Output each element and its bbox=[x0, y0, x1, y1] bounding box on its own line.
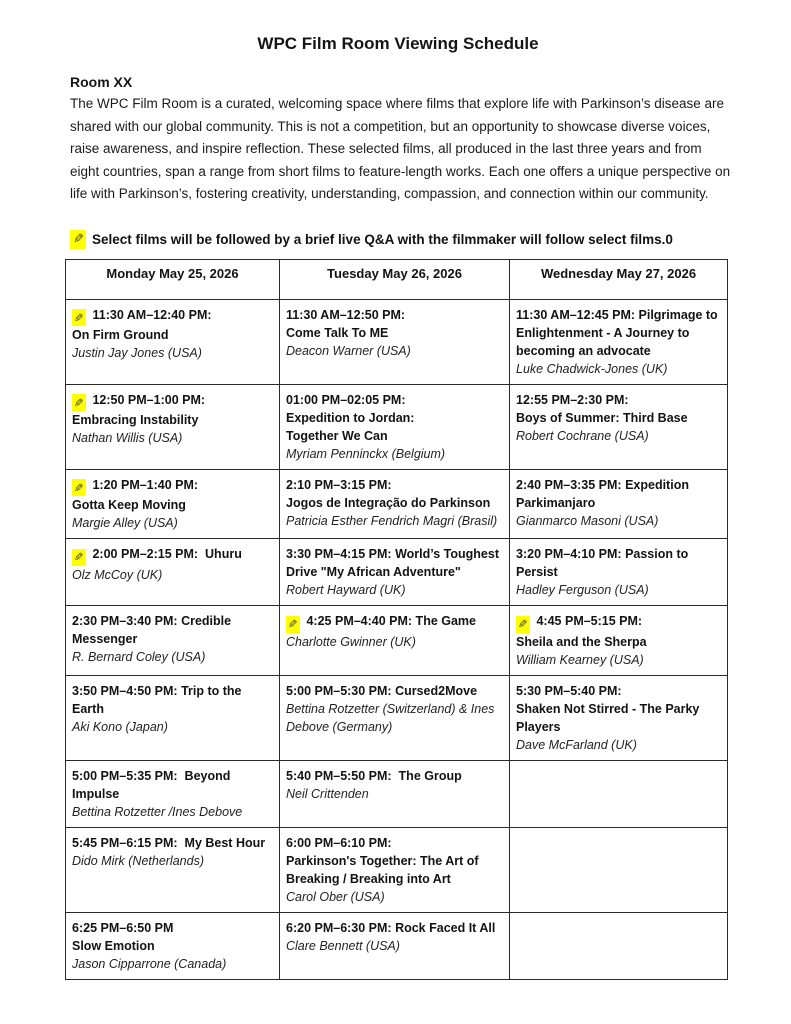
schedule-row bbox=[66, 675, 728, 760]
film-time-title: 12:55 PM–2:30 PM: bbox=[516, 392, 629, 407]
film-time-title: 6:00 PM–6:10 PM: bbox=[286, 835, 392, 850]
highlighter-pencil-icon bbox=[70, 230, 86, 249]
film-time-title: Jogos de Integração do Parkinson bbox=[286, 495, 491, 510]
filmmaker-name: Dido Mirk (Netherlands) bbox=[72, 853, 204, 868]
film-time-title: 3:20 PM–4:10 PM: Passion to Persist bbox=[516, 547, 692, 579]
film-time-title: 2:30 PM–3:40 PM: Credible bbox=[72, 614, 232, 628]
filmmaker-name: Charlotte Gwinner (UK) bbox=[286, 634, 416, 649]
schedule-cell bbox=[510, 539, 728, 606]
film-time-title: Slow Emotion bbox=[72, 938, 155, 953]
film-time-title: ✎ 4:25 PM–4:40 PM: The Game bbox=[286, 612, 503, 633]
film-time-title: 6:25 PM–6:50 PM bbox=[72, 920, 174, 935]
film-time-title: 01:00 PM–02:05 PM: bbox=[286, 392, 406, 407]
film-time-title: Together We Can bbox=[286, 428, 388, 443]
filmmaker-name: Dave McFarland (UK) bbox=[516, 737, 637, 752]
film-time-title: Boys of Summer: Third Base bbox=[516, 410, 688, 425]
filmmaker-name: Jason Cipparrone (Canada) bbox=[72, 956, 227, 971]
schedule-cell bbox=[510, 675, 728, 760]
schedule-cell bbox=[66, 606, 280, 676]
pencil-glyph: ✎ bbox=[288, 617, 298, 631]
pencil-glyph: ✎ bbox=[72, 231, 84, 247]
day-column-header: Wednesday May 27, 2026 bbox=[510, 259, 728, 299]
film-time-title: 3:50 PM–4:50 PM: Trip to the Earth bbox=[72, 683, 245, 716]
film-time-title: Expedition to Jordan: bbox=[286, 410, 415, 425]
filmmaker-name: Debove (Germany) bbox=[286, 719, 393, 734]
schedule-cell bbox=[280, 912, 510, 979]
pencil-glyph: ✎ bbox=[74, 310, 84, 325]
schedule-cell bbox=[66, 384, 280, 469]
film-time-title: Parkinson's Together: The Art of bbox=[286, 853, 479, 868]
film-time-title: 11:30 AM–12:45 PM: Pilgrimage to bbox=[516, 307, 718, 322]
schedule-row bbox=[66, 299, 728, 384]
day-column-header: Tuesday May 26, 2026 bbox=[280, 259, 510, 299]
pencil-glyph: ✎ bbox=[518, 617, 528, 631]
filmmaker-name: Neil Crittenden bbox=[286, 786, 369, 801]
filmmaker-name: Bettina Rotzetter (Switzerland) & Ines bbox=[286, 701, 495, 716]
room-heading: Room XX bbox=[70, 74, 133, 90]
film-time-title: 11:30 AM–12:50 PM: bbox=[286, 307, 406, 322]
pencil-glyph: ✎ bbox=[74, 550, 84, 564]
film-time-title: 5:40 PM–5:50 PM: The Group bbox=[286, 768, 462, 783]
film-time-title: Messenger bbox=[72, 632, 138, 646]
schedule-cell bbox=[280, 384, 510, 469]
film-time-title: ✎ 1:20 PM–1:40 PM: bbox=[72, 476, 273, 497]
schedule-header-row bbox=[66, 259, 728, 299]
schedule-cell bbox=[66, 912, 280, 979]
highlighter-pencil-icon bbox=[516, 616, 530, 633]
filmmaker-name: Olz McCoy (UK) bbox=[72, 567, 163, 582]
highlighter-pencil-icon bbox=[72, 309, 86, 326]
schedule-row bbox=[66, 912, 728, 979]
film-time-title: Sheila and the Sherpa bbox=[516, 634, 647, 649]
film-time-title: ✎ 11:30 AM–12:40 PM: bbox=[72, 306, 273, 327]
pencil-glyph: ✎ bbox=[74, 480, 84, 495]
filmmaker-name: Bettina Rotzetter /Ines Debove bbox=[72, 804, 243, 819]
film-time-title: 5:00 PM–5:30 PM: Cursed2Move bbox=[286, 683, 478, 698]
film-time-title: Shaken Not Stirred - The Parky Players bbox=[516, 701, 703, 734]
schedule-cell bbox=[280, 299, 510, 384]
schedule-cell bbox=[66, 469, 280, 539]
schedule-cell bbox=[66, 299, 280, 384]
highlighter-pencil-icon bbox=[72, 394, 86, 411]
filmmaker-name: Aki Kono (Japan) bbox=[72, 719, 168, 734]
filmmaker-name: R. Bernard Coley (USA) bbox=[72, 650, 206, 664]
schedule-cell bbox=[66, 760, 280, 827]
filmmaker-name: Carol Ober (USA) bbox=[286, 889, 385, 904]
schedule-cell bbox=[280, 606, 510, 676]
film-time-title: 5:30 PM–5:40 PM: bbox=[516, 683, 622, 698]
filmmaker-name: Myriam Penninckx (Belgium) bbox=[286, 446, 446, 461]
schedule-cell bbox=[280, 827, 510, 912]
film-time-title: ✎ 4:45 PM–5:15 PM: bbox=[516, 612, 721, 633]
film-time-title: 3:30 PM–4:15 PM: World’s Toughest bbox=[286, 547, 500, 561]
filmmaker-name: Deacon Warner (USA) bbox=[286, 343, 411, 358]
film-time-title: Enlightenment - A Journey to bbox=[516, 325, 690, 340]
film-time-title: Gotta Keep Moving bbox=[72, 498, 186, 512]
schedule-cell bbox=[510, 469, 728, 539]
schedule-cell bbox=[510, 912, 728, 979]
film-time-title: 5:00 PM–5:35 PM: Beyond Impulse bbox=[72, 768, 234, 801]
filmmaker-name: Nathan Willis (USA) bbox=[72, 431, 183, 445]
schedule-cell bbox=[510, 760, 728, 827]
schedule-row bbox=[66, 827, 728, 912]
schedule-cell bbox=[66, 827, 280, 912]
filmmaker-name: Patricia Esther Fendrich Magri (Brasil) bbox=[286, 513, 498, 528]
film-time-title: Come Talk To ME bbox=[286, 325, 389, 340]
page-title: WPC Film Room Viewing Schedule bbox=[257, 34, 539, 53]
filmmaker-name: Robert Cochrane (USA) bbox=[516, 428, 649, 443]
filmmaker-name: Clare Bennett (USA) bbox=[286, 938, 400, 953]
schedule-row bbox=[66, 539, 728, 606]
qa-note bbox=[70, 230, 731, 249]
film-time-title: Embracing Instability bbox=[72, 413, 199, 427]
film-time-title: 5:45 PM–6:15 PM: My Best Hour bbox=[72, 835, 266, 850]
filmmaker-name: Hadley Ferguson (USA) bbox=[516, 583, 649, 597]
filmmaker-name: William Kearney (USA) bbox=[516, 652, 644, 667]
schedule-row bbox=[66, 469, 728, 539]
film-time-title: ✎ 12:50 PM–1:00 PM: bbox=[72, 391, 273, 412]
film-time-title: Parkimanjaro bbox=[516, 495, 596, 510]
film-time-title: 2:10 PM–3:15 PM: bbox=[286, 477, 392, 492]
filmmaker-name: Margie Alley (USA) bbox=[72, 516, 178, 530]
highlighter-pencil-icon bbox=[286, 616, 300, 633]
schedule-cell bbox=[280, 469, 510, 539]
schedule-cell bbox=[280, 760, 510, 827]
schedule-cell bbox=[510, 827, 728, 912]
highlighter-pencil-icon bbox=[72, 479, 86, 496]
schedule-cell bbox=[280, 675, 510, 760]
schedule-cell bbox=[510, 384, 728, 469]
schedule-table bbox=[65, 259, 728, 980]
schedule-cell bbox=[66, 539, 280, 606]
film-time-title: Breaking / Breaking into Art bbox=[286, 871, 451, 886]
pencil-glyph: ✎ bbox=[74, 395, 84, 410]
film-time-title: 6:20 PM–6:30 PM: Rock Faced It All bbox=[286, 920, 496, 935]
highlighter-pencil-icon bbox=[72, 549, 86, 566]
filmmaker-name: Justin Jay Jones (USA) bbox=[72, 346, 202, 360]
schedule-cell bbox=[280, 539, 510, 606]
film-time-title: 2:40 PM–3:35 PM: Expedition bbox=[516, 477, 689, 492]
schedule-row bbox=[66, 384, 728, 469]
filmmaker-name: Gianmarco Masoni (USA) bbox=[516, 513, 659, 528]
schedule-cell bbox=[510, 606, 728, 676]
schedule-row bbox=[66, 760, 728, 827]
schedule-row bbox=[66, 606, 728, 676]
film-time-title: Drive "My African Adventure" bbox=[286, 565, 461, 579]
film-time-title: ✎ 2:00 PM–2:15 PM: Uhuru bbox=[72, 545, 273, 566]
schedule-cell bbox=[66, 675, 280, 760]
day-column-header: Monday May 25, 2026 bbox=[66, 259, 280, 299]
qa-note-text: Select films will be followed by a brief live Q&A with the filmmaker will follow select films.0 bbox=[92, 231, 673, 247]
filmmaker-name: Luke Chadwick-Jones (UK) bbox=[516, 361, 668, 376]
room-description: The WPC Film Room is a curated, welcoming space where films that explore life with Parkinson’s disease are shared with our global community. This is not a competition, but an opportunity to showcase diverse voices, raise awareness, and inspire reflection. These selected films, all produced in the last three years and from eight countries, span a range from short films to feature-length works. Each one offers a unique perspective on life with Parkinson’s, fostering creativity, understanding, compassion, and connection within our community. bbox=[70, 96, 731, 201]
schedule-cell bbox=[510, 299, 728, 384]
film-time-title: becoming an advocate bbox=[516, 343, 651, 358]
film-time-title: On Firm Ground bbox=[72, 328, 169, 342]
filmmaker-name: Robert Hayward (UK) bbox=[286, 583, 406, 597]
